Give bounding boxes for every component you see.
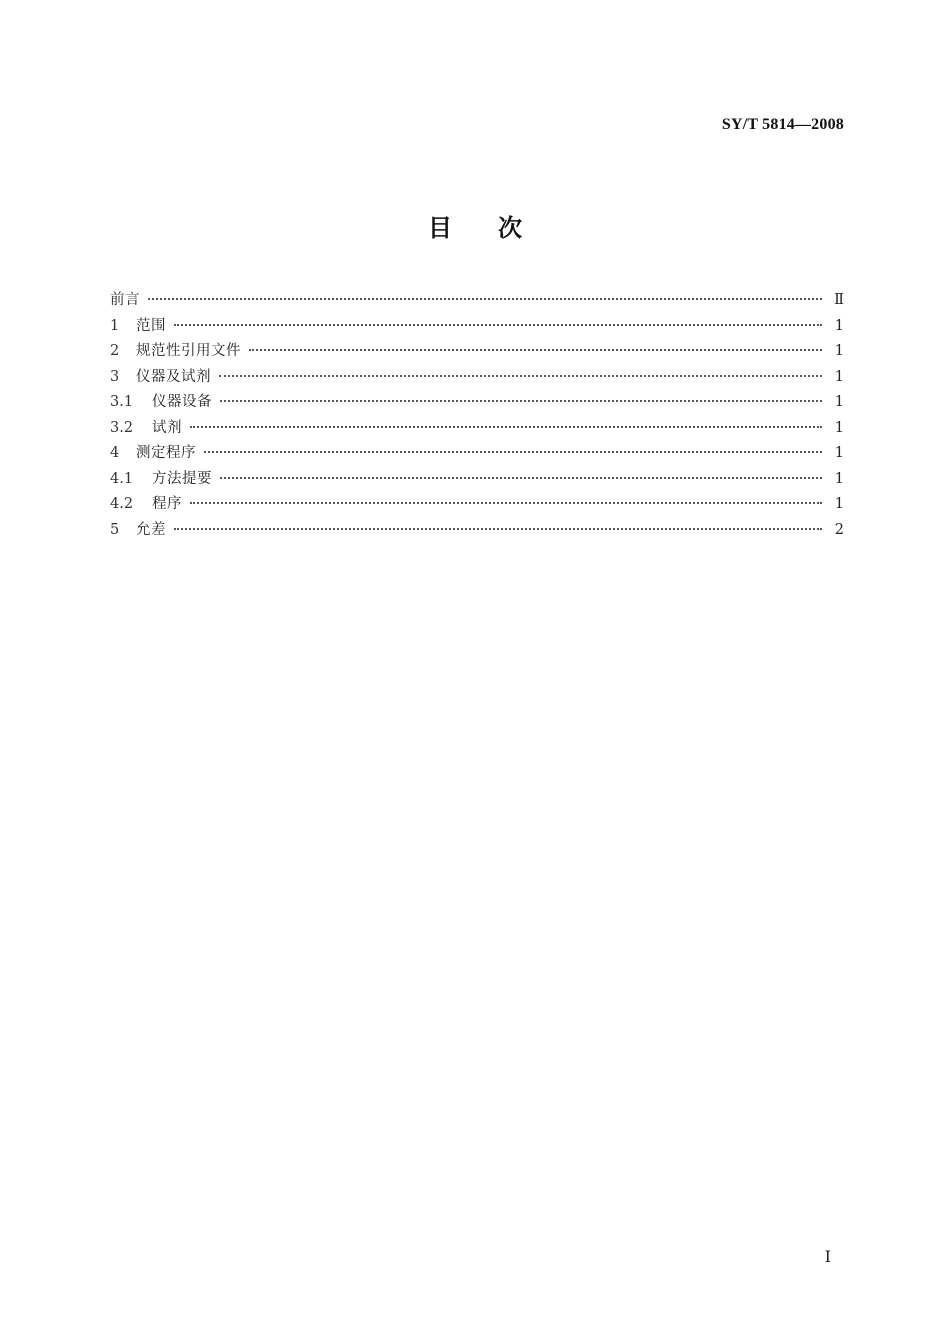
dot-leader [249,349,822,351]
dot-leader [174,324,822,326]
toc-entry[interactable] [110,416,844,442]
toc-entry[interactable] [110,314,844,340]
toc-entry-number: 1 [110,317,120,334]
toc-entry-label: 测定程序 [136,445,196,461]
dot-leader [220,477,822,479]
dot-leader [174,528,822,530]
toc-entry-number: 3.1 [110,394,134,410]
dot-leader [204,451,822,453]
toc-entry[interactable] [110,339,844,365]
page-number: Ⅰ [824,1249,831,1266]
toc-entry-label: 前言 [110,292,140,308]
toc-entry-page: 1 [834,419,844,436]
toc-entry[interactable] [110,492,844,518]
toc-entry-number: 4.2 [110,496,134,512]
toc-entry-number: 4.1 [110,470,134,487]
toc-entry-number: 5 [110,521,120,538]
toc-entry[interactable] [110,467,844,493]
toc-entry-label: 允差 [136,521,166,538]
toc-entry-page: 1 [834,368,844,385]
toc-entry-page: 2 [834,521,844,538]
toc-entry-label: 规范性引用文件 [136,343,241,359]
toc-entry-label: 范围 [136,317,166,334]
toc-entry[interactable] [110,288,844,314]
table-of-contents [110,288,844,543]
toc-entry[interactable] [110,390,844,416]
toc-entry-number: 3.2 [110,419,134,436]
toc-entry-number: 3 [110,368,120,385]
dot-leader [220,400,822,402]
dot-leader [190,502,822,504]
toc-entry-label: 程序 [152,496,182,512]
standard-code: SY/T 5814—2008 [721,116,844,133]
dot-leader [190,426,822,428]
toc-entry-label: 方法提要 [152,470,212,487]
toc-entry[interactable] [110,365,844,391]
toc-entry-page: 1 [834,470,844,487]
page-title: 目次 [428,214,568,242]
toc-entry-label: 试剂 [152,419,182,436]
toc-entry-page: 1 [834,496,844,512]
toc-entry-number: 4 [110,445,120,461]
toc-entry-label: 仪器设备 [152,394,212,410]
toc-entry-number: 2 [110,343,120,359]
toc-entry-page: Ⅱ [834,292,844,308]
toc-entry-page: 1 [834,394,844,410]
toc-entry-page: 1 [834,317,844,334]
toc-entry-label: 仪器及试剂 [136,368,211,385]
toc-entry-page: 1 [834,343,844,359]
toc-entry[interactable] [110,518,844,544]
toc-entry-page: 1 [834,445,844,461]
dot-leader [148,298,822,300]
dot-leader [219,375,822,377]
toc-entry[interactable] [110,441,844,467]
